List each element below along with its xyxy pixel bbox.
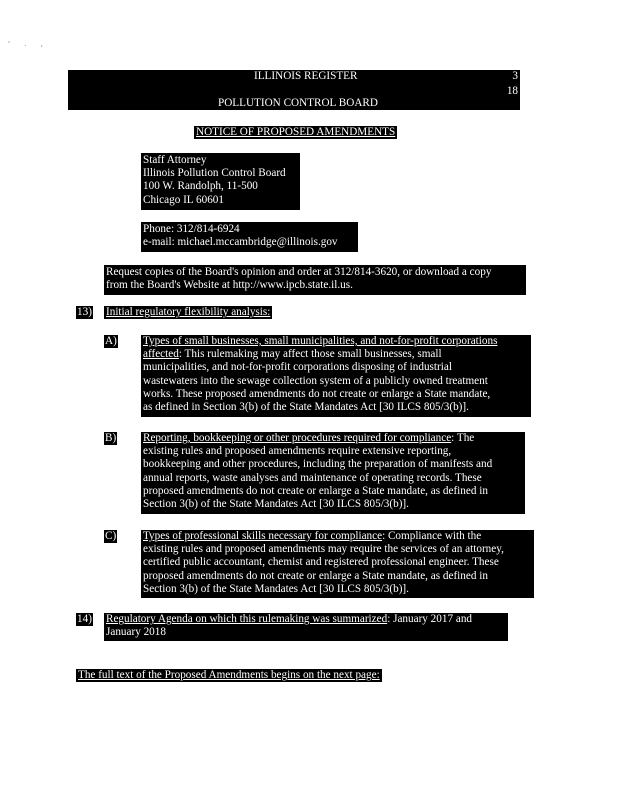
item-a-heading: Types of small businesses, small municipalities, and not-for-profit corporations — [143, 335, 498, 347]
volume-suffix: 18 — [506, 85, 518, 97]
item-c-heading: Types of professional skills necessary for compliance — [143, 530, 383, 542]
item-b-line: proposed amendments do not create or enlarge a State mandate, as defined in — [143, 484, 488, 497]
item-c-line — [143, 530, 532, 543]
request-copies — [104, 265, 526, 295]
item-a-text: : This rulemaking may affect those small businesses, small — [178, 348, 442, 361]
page-number: 3 — [512, 70, 518, 82]
item-b-line — [143, 432, 523, 445]
item-a-line: works. These proposed amendments do not create or enlarge a State mandate, — [143, 387, 491, 400]
item-b-line: bookkeeping and other procedures, including the preparation of manifests and — [143, 458, 493, 471]
item-c-line: Section 3(b) of the State Mandates Act [30 ILCS 805/3(b)]. — [143, 582, 409, 595]
section-14-line — [106, 613, 506, 626]
footer-note: The full text of the Proposed Amendments begins on the next page: — [78, 669, 380, 681]
item-c-body — [141, 530, 534, 598]
item-c-text: : Compliance with the — [382, 530, 482, 542]
contact-line: 100 W. Randolph, 11-500 — [143, 180, 258, 193]
scan-specks: ' . , — [8, 40, 49, 48]
item-b-heading: Reporting, bookkeeping or other procedures required for compliance — [143, 432, 452, 444]
item-a-heading-cont: affected — [143, 348, 179, 361]
section-14-line: January 2018 — [106, 626, 166, 639]
item-a-body — [141, 335, 531, 417]
section-14-number: 14) — [77, 613, 92, 625]
item-a-line: as defined in Section 3(b) of the State Mandates Act [30 ILCS 805/3(b)]. — [143, 401, 469, 414]
contact-email: e-mail: michael.mccambridge@illinois.gov — [143, 236, 338, 249]
item-a-line: municipalities, and not-for-profit corporations disposing of industrial — [143, 361, 452, 374]
contact-phone: Phone: 312/814-6924 — [143, 223, 240, 235]
agency-title: POLLUTION CONTROL BOARD — [218, 97, 378, 109]
item-c-letter: C) — [105, 530, 117, 542]
section-13-number: 13) — [77, 306, 92, 318]
section-14-heading: Regulatory Agenda on which this rulemaking was summarized — [106, 613, 388, 625]
item-c-line: proposed amendments do not create or enlarge a State mandate, as defined in — [143, 569, 488, 582]
contact-block — [141, 153, 300, 210]
request-copies-line: Request copies of the Board's opinion and order at 312/814-3620, or download a copy — [106, 266, 492, 278]
item-a-letter: A) — [105, 335, 117, 347]
register-header-line — [68, 70, 520, 84]
register-header-band — [68, 84, 520, 110]
item-c-line: existing rules and proposed amendments may require the services of an attorney, — [143, 543, 504, 556]
item-a-line — [143, 348, 529, 361]
contact-line: Chicago IL 60601 — [143, 193, 224, 206]
register-title: ILLINOIS REGISTER — [254, 70, 358, 82]
item-b-line: Section 3(b) of the State Mandates Act [30 ILCS 805/3(b)]. — [143, 498, 409, 511]
item-a-line: wastewaters into the sewage collection system of a publicly owned treatment — [143, 374, 488, 387]
contact-phone-email — [141, 222, 358, 252]
section-14-text: : January 2017 and — [387, 613, 473, 625]
item-b-letter: B) — [105, 432, 117, 444]
item-b-text: : The — [451, 432, 475, 444]
section-13-heading: Initial regulatory flexibility analysis: — [106, 306, 271, 318]
item-b-body — [141, 432, 525, 514]
notice-title: NOTICE OF PROPOSED AMENDMENTS — [196, 126, 396, 138]
contact-line: Staff Attorney — [143, 154, 207, 166]
section-14-body — [104, 613, 508, 641]
item-c-line: certified public accountant, chemist and registered professional engineer. These — [143, 556, 499, 569]
request-copies-line: from the Board's Website at http://www.ipcb.state.il.us. — [106, 279, 353, 292]
item-b-line: annual reports, waste analyses and maintenance of operating records. These — [143, 471, 482, 484]
contact-line: Illinois Pollution Control Board — [143, 167, 286, 180]
item-b-line: existing rules and proposed amendments require extensive reporting, — [143, 445, 452, 458]
